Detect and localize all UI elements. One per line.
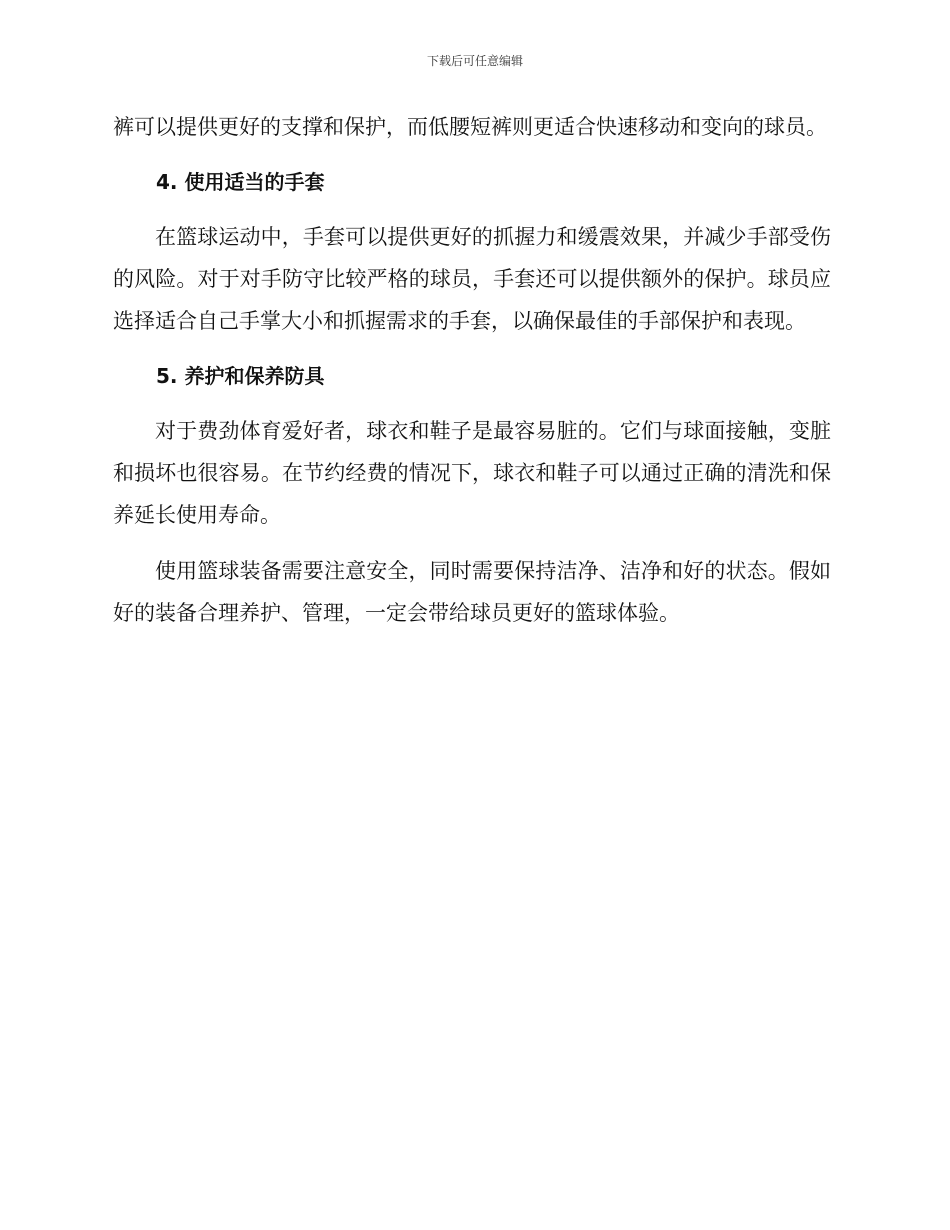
paragraph-continuation: 裤可以提供更好的支撑和保护，而低腰短裤则更适合快速移动和变向的球员。: [113, 115, 827, 139]
page-header: 下载后可任意编辑: [426, 54, 523, 68]
paragraph-conclusion: 使用篮球装备需要注意安全，同时需要保持洁净、洁净和好的状态。假如好的装备合理养护、管理，一定会带给球员更好的篮球体验。: [113, 559, 831, 625]
document-body: [113, 106, 831, 648]
section-heading-gloves: 4. 使用适当的手套: [156, 170, 325, 194]
section-heading-maintenance: 5. 养护和保养防具: [156, 364, 325, 388]
paragraph-maintenance: 对于费劲体育爱好者，球衣和鞋子是最容易脏的。它们与球面接触，变脏和损坏也很容易。在节约经费的情况下，球衣和鞋子可以通过正确的清洗和保养延长使用寿命。: [113, 419, 831, 527]
paragraph-gloves: 在篮球运动中，手套可以提供更好的抓握力和缓震效果，并减少手部受伤的风险。对于对手防守比较严格的球员，手套还可以提供额外的保护。球员应选择适合自己手掌大小和抓握需求的手套，以确保最佳的手部保护和表现。: [113, 225, 831, 333]
